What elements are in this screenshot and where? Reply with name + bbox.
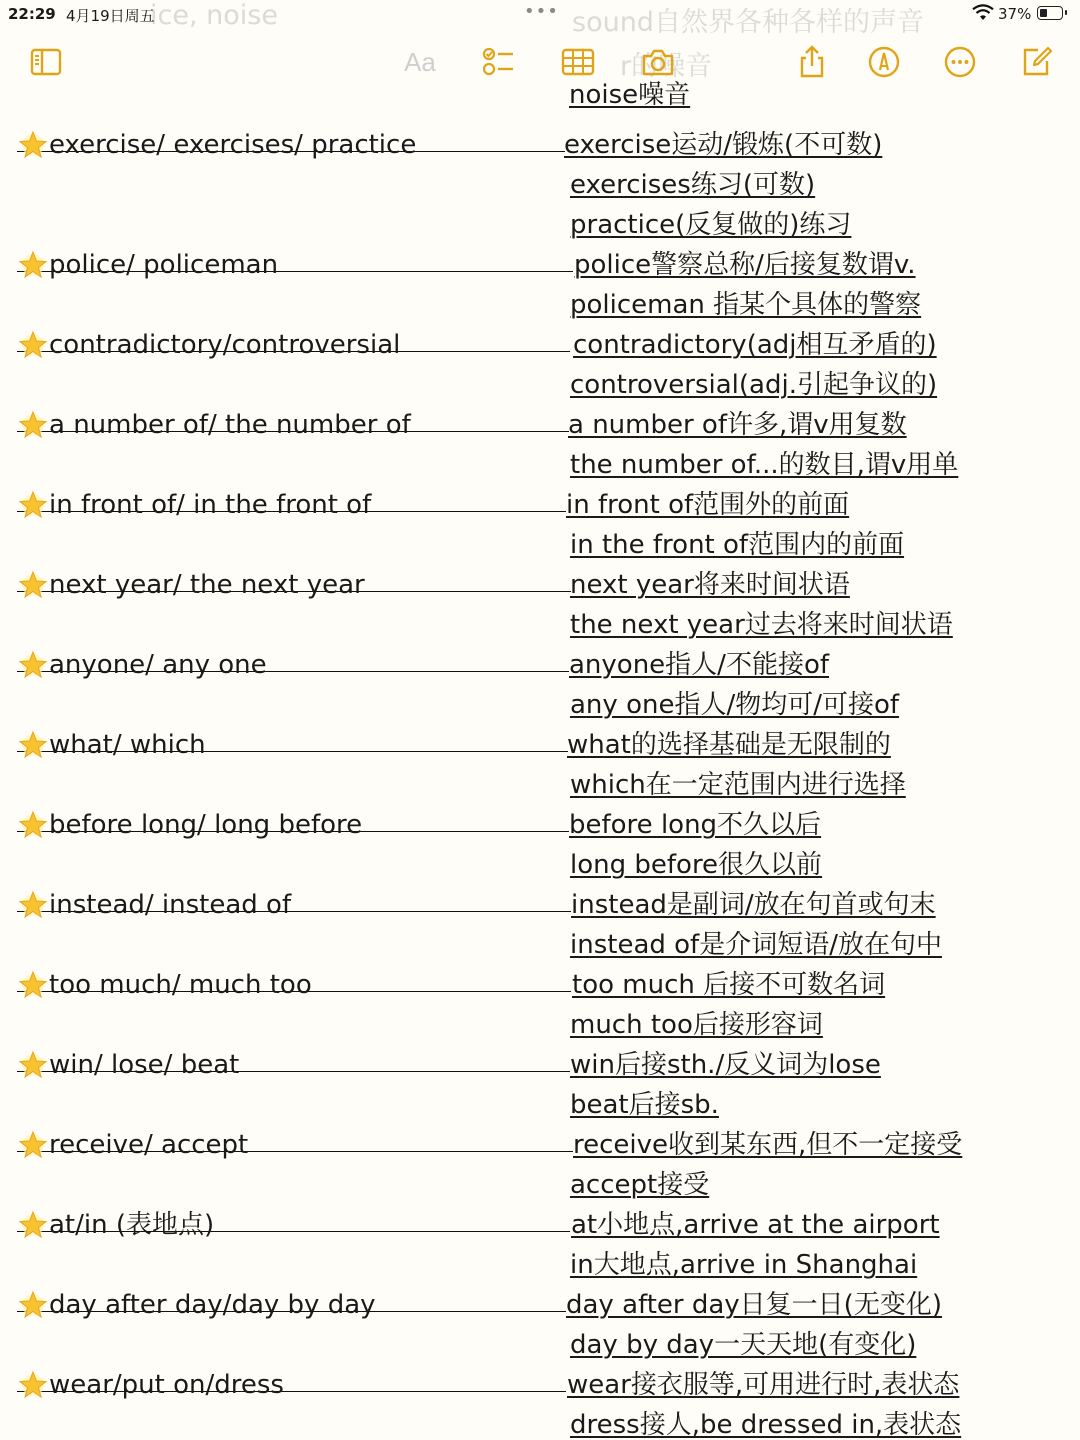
entry-definition: instead of是介词短语/放在句中 <box>570 930 942 960</box>
note-continuation-row <box>0 1000 1080 1040</box>
sidebar-icon <box>28 44 64 80</box>
entry-definition: next year将来时间状语 <box>570 570 850 600</box>
star-emoji-icon <box>18 570 48 600</box>
star-emoji-icon <box>18 1370 48 1400</box>
entry-definition: which在一定范围内进行选择 <box>570 770 906 800</box>
note-entry-row <box>0 560 1080 600</box>
entry-term: wear/put on/dress <box>49 1370 284 1400</box>
entry-definition: before long不久以后 <box>569 810 822 840</box>
note-entry-row <box>0 120 1080 160</box>
entry-term: win/ lose/ beat <box>49 1050 240 1080</box>
star-emoji-icon <box>18 410 48 440</box>
table-icon <box>560 44 596 80</box>
markup-button[interactable] <box>862 40 906 84</box>
entry-definition: any one指人/物均可/可接of <box>570 690 900 720</box>
ghost-text-right-top: sound自然界各种各样的声音 <box>572 7 924 38</box>
entry-definition: exercise运动/锻炼(不可数) <box>564 130 883 160</box>
note-continuation-row <box>0 600 1080 640</box>
compose-button[interactable] <box>1014 40 1058 84</box>
note-entry-row <box>0 1360 1080 1400</box>
entry-term: too much/ much too <box>49 970 312 1000</box>
entry-definition: practice(反复做的)练习 <box>570 210 852 240</box>
entry-term: police/ policeman <box>49 250 279 280</box>
entry-definition: at小地点,arrive at the airport <box>571 1210 940 1240</box>
note-continuation-row <box>0 360 1080 400</box>
star-emoji-icon <box>18 650 48 680</box>
star-emoji-icon <box>18 330 48 360</box>
entry-definition: day by day一天天地(有变化) <box>570 1330 917 1360</box>
entry-definition: a number of许多,谓v用复数 <box>568 410 907 440</box>
entry-term: in front of/ in the front of <box>49 490 372 520</box>
note-continuation-row <box>0 760 1080 800</box>
battery-percent: 37% <box>998 5 1032 23</box>
note-continuation-row <box>0 920 1080 960</box>
share-icon <box>794 44 830 80</box>
note-continuation-row <box>0 840 1080 880</box>
entry-definition: long before很久以前 <box>570 850 823 880</box>
ghost-text-right-bottom: r的噪音 <box>620 51 713 82</box>
note-continuation-row <box>0 1080 1080 1120</box>
entry-definition: instead是副词/放在句首或句末 <box>571 890 936 920</box>
entry-definition: what的选择基础是无限制的 <box>567 730 891 760</box>
entry-term: anyone/ any one <box>49 650 267 680</box>
star-emoji-icon <box>18 1210 48 1240</box>
battery-nub <box>1065 10 1067 15</box>
star-emoji-icon <box>18 970 48 1000</box>
note-continuation-row <box>0 1240 1080 1280</box>
format-button[interactable]: Aa <box>404 46 436 77</box>
ghost-text-left: ice, noise <box>150 0 278 31</box>
multitasking-dots-icon[interactable]: ••• <box>524 1 559 22</box>
note-entry-row <box>0 320 1080 360</box>
note-entry-row <box>0 1040 1080 1080</box>
entry-term: what/ which <box>49 730 206 760</box>
star-emoji-icon <box>18 1130 48 1160</box>
note-continuation-row <box>0 520 1080 560</box>
star-emoji-icon <box>18 810 48 840</box>
compose-icon <box>1018 44 1054 80</box>
note-entry-row <box>0 1120 1080 1160</box>
entry-definition: exercises练习(可数) <box>570 170 816 200</box>
checklist-button[interactable] <box>476 40 520 84</box>
note-entry-row <box>0 880 1080 920</box>
note-entry-row <box>0 800 1080 840</box>
sidebar-toggle-button[interactable] <box>24 40 68 84</box>
more-button[interactable] <box>938 40 982 84</box>
battery-fill <box>1040 9 1047 17</box>
notes-toolbar <box>0 40 1080 84</box>
star-emoji-icon <box>18 730 48 760</box>
entry-definition: dress接人,be dressed in,表状态 <box>570 1410 962 1440</box>
entry-definition: day after day日复一日(无变化) <box>566 1290 942 1320</box>
share-button[interactable] <box>790 40 834 84</box>
entry-term: at/in (表地点) <box>49 1210 215 1240</box>
status-time: 22:29 <box>8 5 56 23</box>
entry-definition: wear接衣服等,可用进行时,表状态 <box>567 1370 960 1400</box>
note-entry-row <box>0 240 1080 280</box>
star-emoji-icon <box>18 890 48 920</box>
note-entry-row <box>0 1200 1080 1240</box>
star-emoji-icon <box>18 1050 48 1080</box>
entry-term: exercise/ exercises/ practice <box>49 130 417 160</box>
entry-definition: in the front of范围内的前面 <box>570 530 905 560</box>
entry-definition: too much 后接不可数名词 <box>572 970 886 1000</box>
entry-definition: controversial(adj.引起争议的) <box>570 370 938 400</box>
entry-definition: in大地点,arrive in Shanghai <box>570 1250 918 1280</box>
star-emoji-icon <box>18 490 48 520</box>
entry-definition: win后接sth./反义词为lose <box>570 1050 881 1080</box>
note-continuation-row <box>0 440 1080 480</box>
star-emoji-icon <box>18 130 48 160</box>
entry-term: receive/ accept <box>49 1130 249 1160</box>
note-entry-row <box>0 1280 1080 1320</box>
camera-icon <box>640 44 676 80</box>
entry-term: day after day/day by day <box>49 1290 376 1320</box>
note-continuation-row <box>0 1320 1080 1360</box>
table-button[interactable] <box>556 40 600 84</box>
entry-definition: the number of...的数目,谓v用单 <box>570 450 959 480</box>
star-emoji-icon <box>18 250 48 280</box>
entry-definition: contradictory(adj相互矛盾的) <box>573 330 937 360</box>
wifi-icon <box>972 4 994 22</box>
entry-definition: much too后接形容词 <box>570 1010 823 1040</box>
star-emoji-icon <box>18 1290 48 1320</box>
more-icon <box>942 44 978 80</box>
entry-term: before long/ long before <box>49 810 363 840</box>
entry-definition: police警察总称/后接复数谓v. <box>574 250 916 280</box>
entry-definition: policeman 指某个具体的警察 <box>570 290 922 320</box>
note-entry-row <box>0 400 1080 440</box>
note-partial-definition: noise噪音 <box>569 80 691 110</box>
note-continuation-row <box>0 1400 1080 1440</box>
note-continuation-row <box>0 160 1080 200</box>
entry-definition: accept接受 <box>570 1170 710 1200</box>
note-continuation-row <box>0 200 1080 240</box>
note-partial-line <box>0 80 1080 110</box>
camera-button[interactable] <box>636 40 680 84</box>
entry-definition: beat后接sb. <box>570 1090 719 1120</box>
battery-icon <box>1037 6 1063 20</box>
note-entry-row <box>0 480 1080 520</box>
entry-definition: in front of范围外的前面 <box>566 490 850 520</box>
entry-term: a number of/ the number of <box>49 410 411 440</box>
note-entry-row <box>0 640 1080 680</box>
entry-definition: anyone指人/不能接of <box>569 650 830 680</box>
entry-term: contradictory/controversial <box>49 330 401 360</box>
note-continuation-row <box>0 680 1080 720</box>
note-entry-row <box>0 960 1080 1000</box>
note-continuation-row <box>0 280 1080 320</box>
entry-definition: the next year过去将来时间状语 <box>570 610 953 640</box>
entry-term: instead/ instead of <box>49 890 292 920</box>
note-continuation-row <box>0 1160 1080 1200</box>
status-date: 4月19日周五 <box>66 7 155 25</box>
markup-icon <box>866 44 902 80</box>
entry-definition: receive收到某东西,但不一定接受 <box>573 1130 963 1160</box>
note-entry-row <box>0 720 1080 760</box>
entry-term: next year/ the next year <box>49 570 365 600</box>
checklist-icon <box>480 44 516 80</box>
